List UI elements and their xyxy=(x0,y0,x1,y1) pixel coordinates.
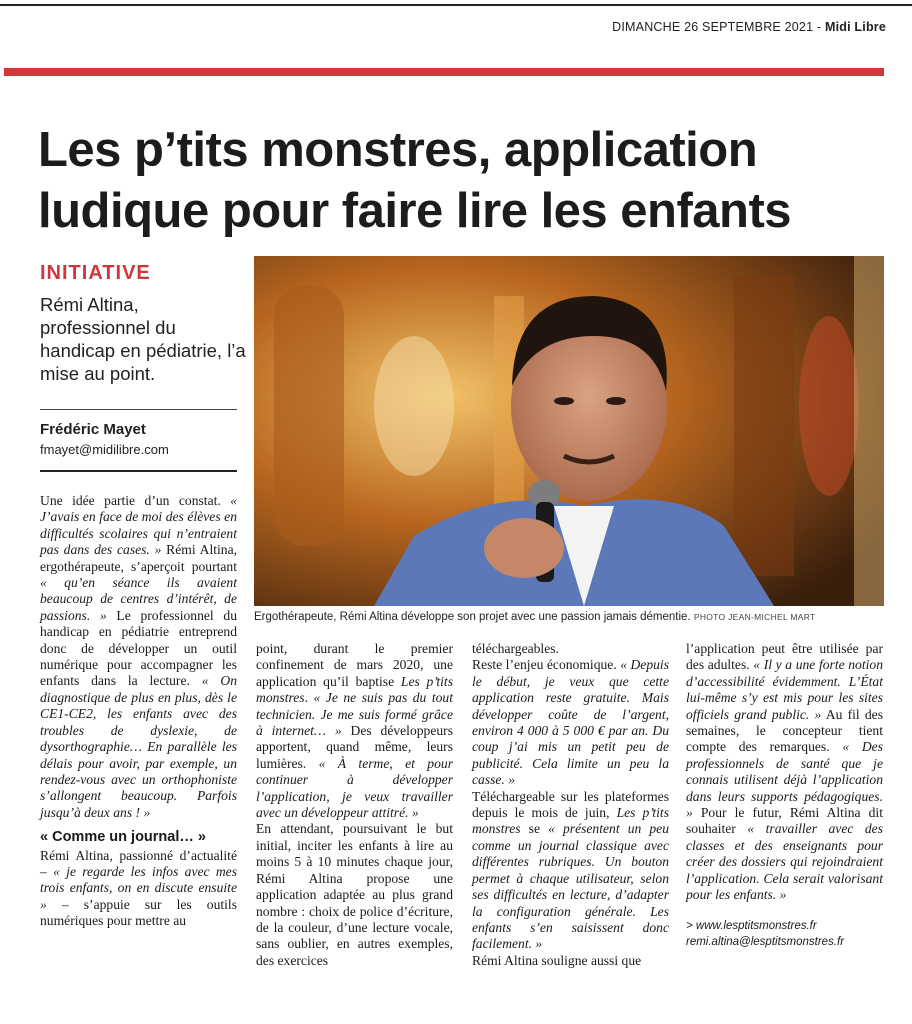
section-red-bar xyxy=(4,68,884,76)
article-standfirst: Rémi Altina, professionnel du handicap en pédiatrie, l’a mise au point. xyxy=(40,294,246,384)
col2-text-a: point, durant le premier confinement de mars 2020, une application qu’il baptise xyxy=(256,641,453,689)
col1-text-c: Le professionnel du handicap en pédiatrie entreprend donc de développer un outil numérique pour accompagner les enfants dans la lecture. xyxy=(40,607,237,689)
author-email: fmayet@midilibre.com xyxy=(40,442,169,457)
col1-subhead: « Comme un journal… » xyxy=(40,829,206,846)
col2-text-b: . xyxy=(304,690,314,706)
rubric-label: INITIATIVE xyxy=(40,262,151,284)
col4-text-b: Au fil des semaines, le concepteur tient compte des remarques. xyxy=(686,706,883,755)
col2-quote-2: « À terme, et pour continuer à développer l’application, je veux travailler avec un développeur attitré. » xyxy=(256,755,453,821)
col3-paragraph-1 xyxy=(472,657,669,788)
col3-line-1: téléchargeables. xyxy=(472,641,559,656)
col2-paragraph-1 xyxy=(256,641,453,821)
photo-credit: PHOTO JEAN-MICHEL MART xyxy=(693,612,816,622)
col2-app-title: Les p’tits monstres xyxy=(256,673,453,706)
article-photo xyxy=(254,256,884,606)
col4-quote-2: « Des professionnels de santé que je connais utilisent déjà l’application dans leurs supports pédagogiques. » xyxy=(686,739,883,821)
col4-quote-1: « Il y a une forte notion d’accessibilité évidemment. L’État lui-même s’y est mis pour les sites officiels grand public. » xyxy=(686,657,883,722)
text-column-4 xyxy=(686,641,883,950)
col1-paragraph-1 xyxy=(40,493,237,821)
headline-line-1: Les p’tits monstres, application xyxy=(38,123,758,177)
text-column-1 xyxy=(40,493,237,930)
website-link[interactable]: > www.lesptitsmonstres.fr xyxy=(686,919,817,932)
newspaper-brand: Midi Libre xyxy=(824,20,886,34)
col1-quote-3: « On diagnostique de plus en plus, dès le CE1-CE2, les enfants avec des troubles de dyslexie, de dysorthographie… En parallèle les délais pour avoir, par exemple, un rendez-vous avec un orthophoniste s’allongent beaucoup. Parfois jusqu’à deux ans ! » xyxy=(40,673,238,820)
date-text: DIMANCHE 26 SEPTEMBRE 2021 - xyxy=(612,20,822,34)
col1-paragraph-2 xyxy=(40,848,237,930)
col3-quote-2: « présentent un peu comme un journal classique avec différentes rubriques. Un bouton permet à chaque utilisateur, selon ses difficultés en lecture, d’adapter la configuration générale. Les enfants s’en saisissent donc facilement. » xyxy=(472,821,669,952)
author-name: Frédéric Mayet xyxy=(40,421,146,438)
col3-paragraph-2 xyxy=(472,789,669,953)
col1-quote-4: « je regarde les infos avec mes trois enfants, on en discute ensuite » xyxy=(40,863,237,912)
col1-text-d: Rémi Altina, passionné d’actualité – xyxy=(40,847,237,879)
divider-top xyxy=(40,409,237,410)
col2-text-c: Des développeurs apportent, quand même, leurs lumières. xyxy=(256,723,453,771)
text-column-3 xyxy=(472,641,669,969)
contact-email-link[interactable]: remi.altina@lesptitsmonstres.fr xyxy=(686,935,845,948)
col1-quote-1: « J’avais en face de moi des élèves en difficultés scolaires qui n’entraient pas dans des cases. » xyxy=(40,493,237,558)
col4-text-c: Pour le futur, Rémi Altina dit souhaiter xyxy=(686,805,883,837)
page-dateline xyxy=(612,20,886,34)
col3-paragraph-3: Rémi Altina souligne aussi que xyxy=(472,952,642,968)
col1-quote-2: « qu’en séance ils avaient beaucoup de centres d’intérêt, de passions. » xyxy=(40,575,237,623)
col3-text-c: Téléchargeable sur les plateformes depuis le mois de juin, xyxy=(472,788,669,821)
article-headline xyxy=(38,120,898,242)
col3-app-title: Les p’tits monstres xyxy=(472,805,669,837)
col1-text-b: Rémi Altina, ergothérapeute, s’aperçoit pourtant xyxy=(40,542,237,574)
col4-quote-3: « travailler avec des classes et des enseignants pour créer des dossiers qui rejoindraient l’application. Cela serait valorisant pour les enfants. » xyxy=(686,821,884,903)
col1-text-a: Une idée partie d’un constat. xyxy=(40,493,231,508)
col3-quote-1: « Depuis le début, je veux que cette application reste gratuite. Mais développer coûte de l’argent, environ 4 000 à 5 000 € par an. Du coup j’ai mis un petit peu de publicité. Cela limite un peu la casse. » xyxy=(472,657,669,788)
col2-paragraph-2: En attendant, poursuivant le but initial, inciter les enfants à lire au moins 5 à 10 minutes chaque jour, Rémi Altina propose une application adaptée au plus grand nombre : choix de police d’écriture, de la couleur, d’une lecture vocale, sans oublier, en autres exemples, des exercices xyxy=(256,821,453,968)
col4-text-a: l’application peut être utilisée par des adultes. xyxy=(686,641,883,673)
divider-bottom xyxy=(40,470,237,472)
col4-paragraph-1 xyxy=(686,641,883,904)
caption-text: Ergothérapeute, Rémi Altina développe son projet avec une passion jamais démentie. xyxy=(254,611,691,623)
col3-text-d: se xyxy=(520,821,549,837)
text-column-2 xyxy=(256,641,453,969)
top-rule xyxy=(0,4,912,6)
col2-quote-1: « Je ne suis pas du tout technicien. Je me suis formé grâce à internet… » xyxy=(256,690,453,739)
photo-caption xyxy=(254,611,894,623)
col1-text-e: – s’appuie sur les outils numériques pour mettre au xyxy=(40,896,237,929)
col3-text-b: Reste l’enjeu économique. xyxy=(472,657,621,673)
photo-illustration xyxy=(254,256,884,606)
headline-line-2: ludique pour faire lire les enfants xyxy=(38,184,792,238)
